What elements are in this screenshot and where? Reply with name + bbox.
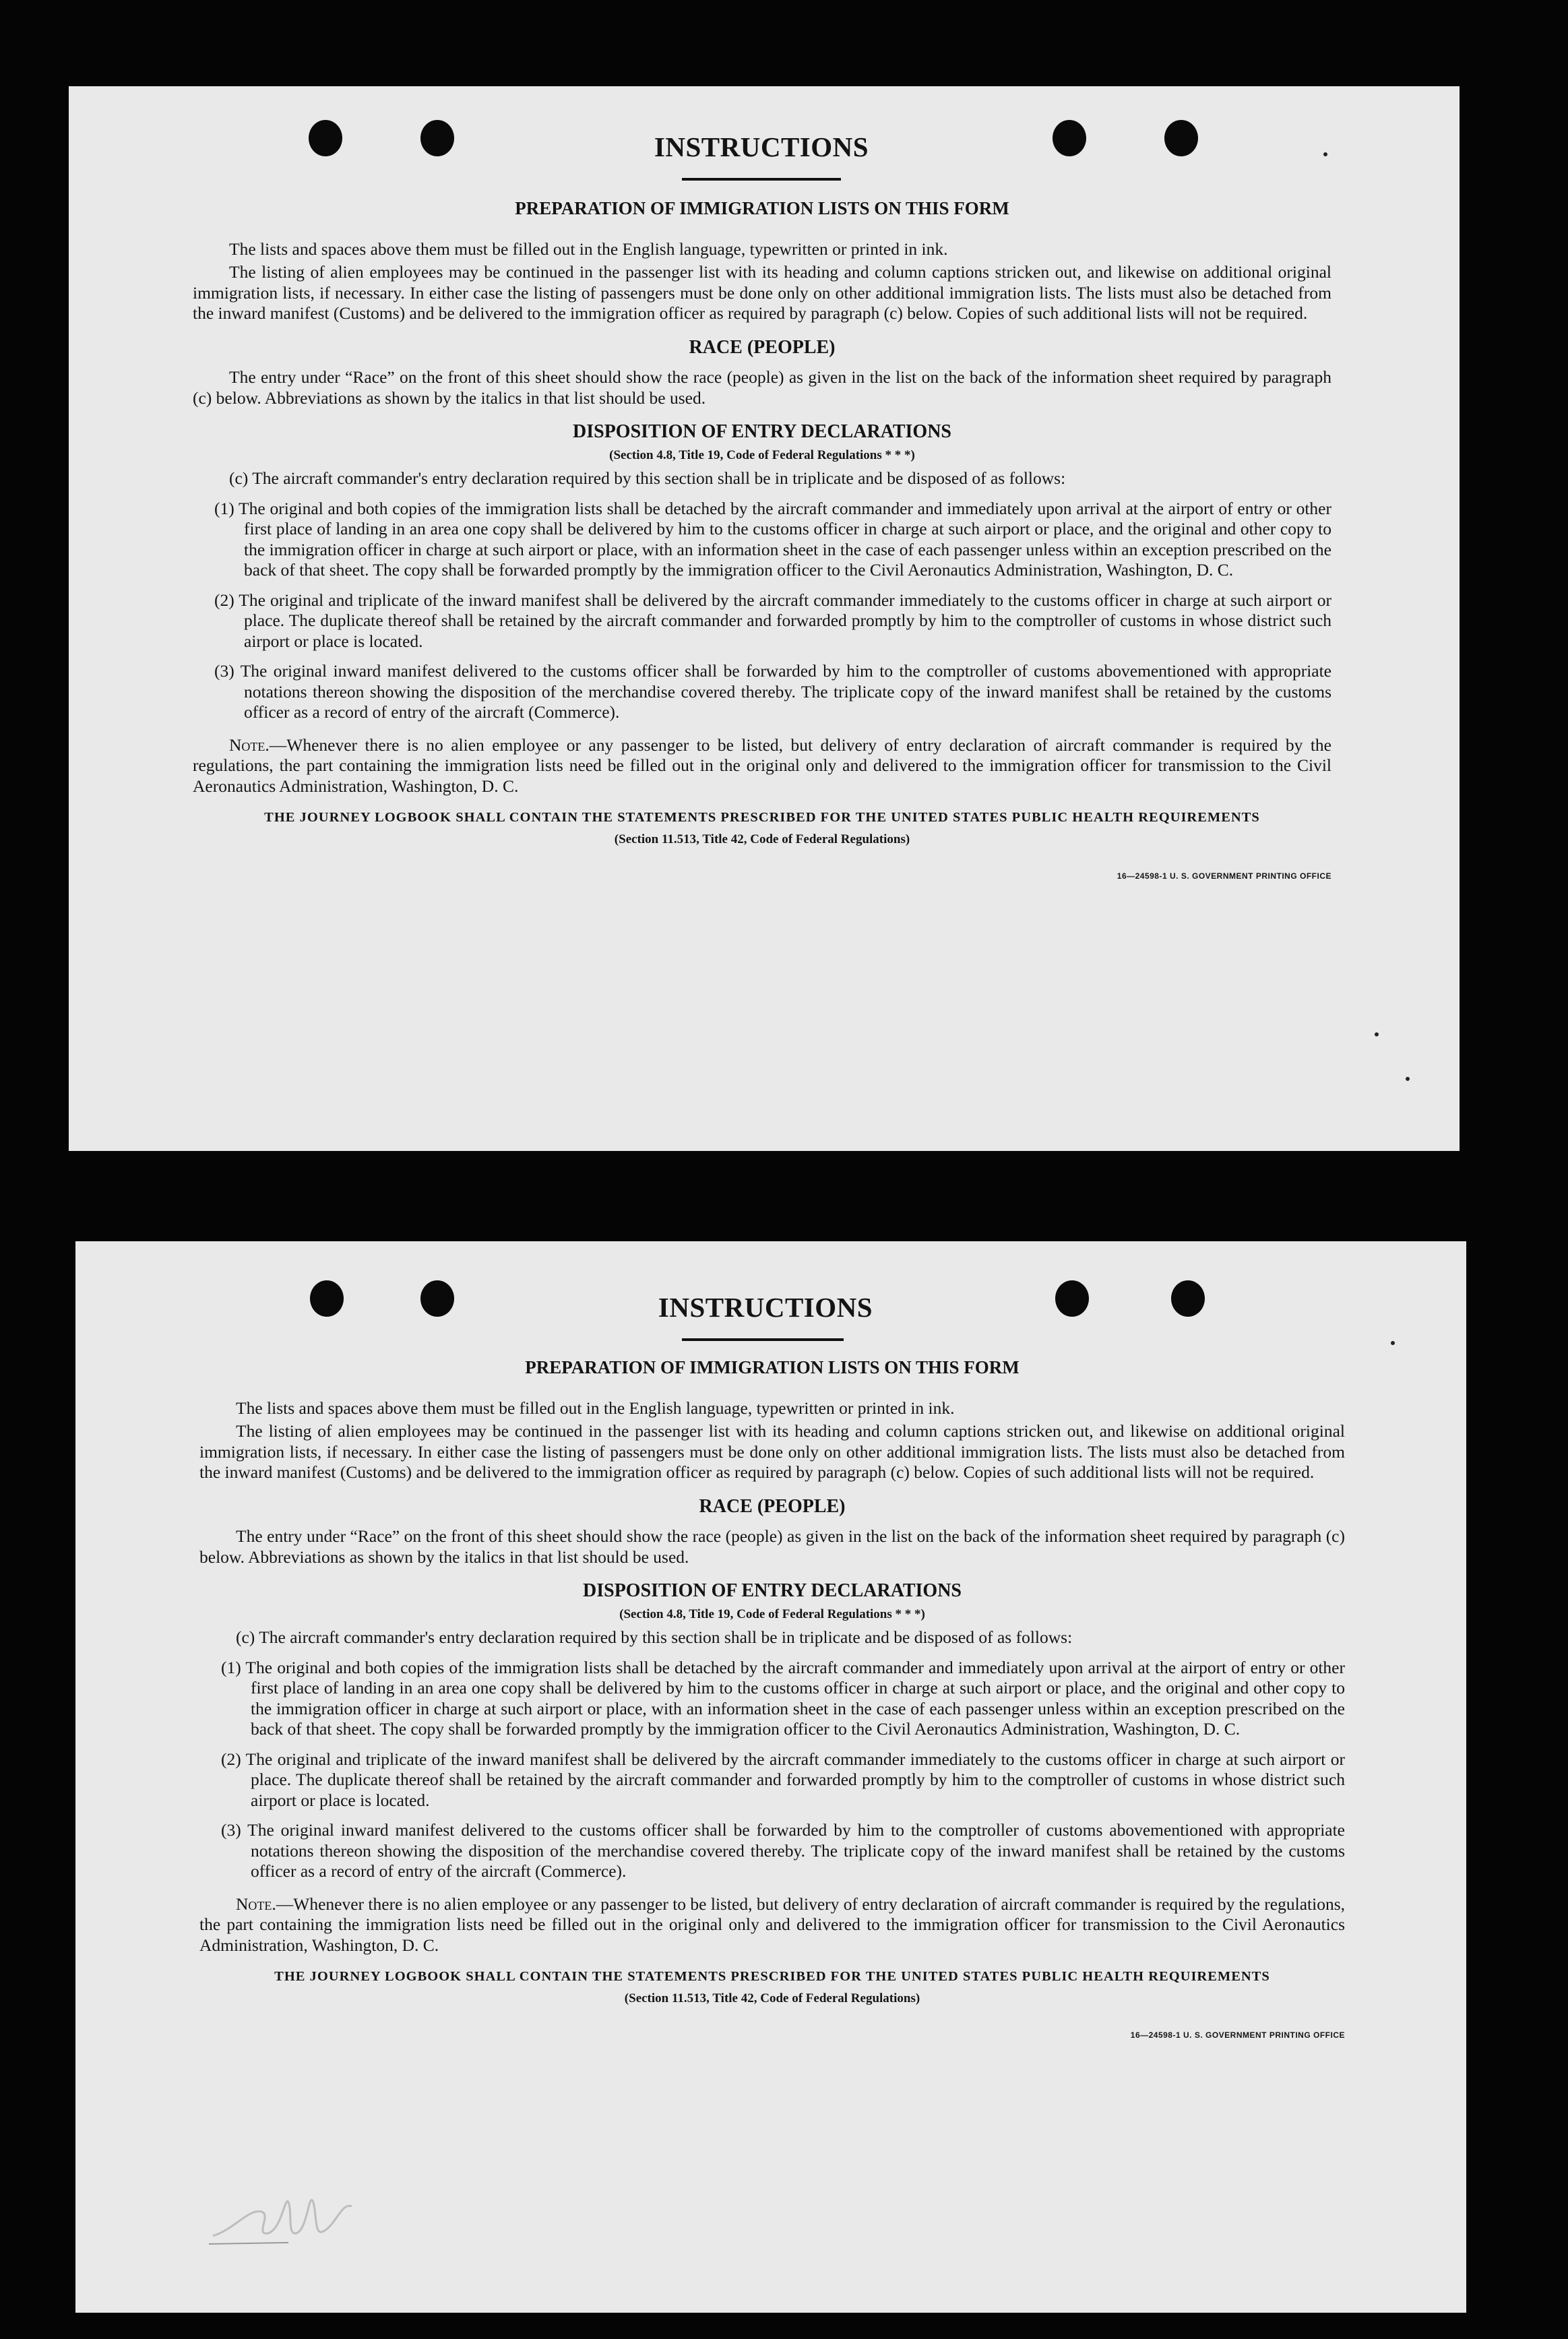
paragraph-race: The entry under “Race” on the front of this sheet should show the race (people) as given in the list on the back of the information sheet required by paragraph (c) below. Abbreviations as shown by the italics in that list should be used. [199,1526,1345,1567]
instructions-body [199,1357,1345,2046]
punch-hole [1055,1280,1089,1317]
citation-logbook: (Section 11.513, Title 42, Code of Federal Regulations) [614,832,910,846]
punch-hole [420,120,454,156]
form-sheet-top [69,86,1460,1151]
scan-speck [1323,152,1327,156]
paragraph-note [193,735,1331,797]
punch-hole [420,1280,454,1317]
paragraph-language: The lists and spaces above them must be filled out in the English language, typewritten or printed in ink. [236,1398,955,1418]
paragraph-c: (c) The aircraft commander's entry declaration required by this section shall be in triplicate and be disposed of as follows: [229,468,1066,488]
heading-race: RACE (PEOPLE) [689,336,836,358]
item-1: (1) The original and both copies of the immigration lists shall be detached by the aircraft commander and immediately upon arrival at the airport of entry or other first place of landing in an area one copy shall be delivered by him to the customs officer in charge at such airport or place, and the original and other copy to the immigration officer in charge at such airport or place, with an information sheet in the case of each passenger unless within an exception prescribed on the back of that sheet. The copy shall be forwarded promptly by the immigration officer to the Civil Aeronautics Administration, Washington, D. C. [221,1657,1345,1739]
item-2: (2) The original and triplicate of the inward manifest shall be delivered by the aircraft commander immediately to the customs officer in charge at such airport or place. The duplicate thereof shall be retained by the aircraft commander and forwarded promptly by him to the comptroller of customs in whose district such airport or place is located. [214,590,1331,651]
note-label: Note. [236,1894,276,1914]
logbook-statement: THE JOURNEY LOGBOOK SHALL CONTAIN THE STATEMENTS PRESCRIBED FOR THE UNITED STATES PUBLIC HEALTH REQUIREMENTS [264,810,1260,825]
citation-disposition: (Section 4.8, Title 19, Code of Federal Regulations * * *) [609,447,915,462]
punch-hole [310,1280,344,1317]
citation-logbook: (Section 11.513, Title 42, Code of Federal Regulations) [624,1991,920,2005]
item-1: (1) The original and both copies of the immigration lists shall be detached by the aircraft commander and immediately upon arrival at the airport of entry or other first place of landing in an area one copy shall be delivered by him to the customs officer in charge at such airport or place, and the original and other copy to the immigration officer in charge at such airport or place, with an information sheet in the case of each passenger unless within an exception prescribed on the back of that sheet. The copy shall be forwarded promptly by the immigration officer to the Civil Aeronautics Administration, Washington, D. C. [214,498,1331,580]
scan-speck [1375,1032,1379,1036]
instructions-title: INSTRUCTIONS [658,1292,873,1323]
heading-preparation: PREPARATION OF IMMIGRATION LISTS ON THIS FORM [515,198,1009,218]
item-2: (2) The original and triplicate of the inward manifest shall be delivered by the aircraft commander immediately to the customs officer in charge at such airport or place. The duplicate thereof shall be retained by the aircraft commander and forwarded promptly by him to the comptroller of customs in whose district such airport or place is located. [221,1749,1345,1810]
heading-preparation: PREPARATION OF IMMIGRATION LISTS ON THIS FORM [525,1357,1020,1377]
heading-disposition: DISPOSITION OF ENTRY DECLARATIONS [583,1580,962,1601]
heading-disposition: DISPOSITION OF ENTRY DECLARATIONS [573,421,951,442]
note-text: —Whenever there is no alien employee or any passenger to be listed, but delivery of entry declaration of aircraft commander is required by the regulations, the part containing the immigration lists need be filled out in the original only and delivered to the immigration officer for transmission to the Civil Aeronautics Administration, Washington, D. C. [193,735,1331,796]
punch-hole [1171,1280,1205,1317]
title-rule [682,1338,844,1341]
instructions-body [193,198,1331,887]
paragraph-language: The lists and spaces above them must be filled out in the English language, typewritten or printed in ink. [229,239,948,259]
citation-disposition: (Section 4.8, Title 19, Code of Federal Regulations * * *) [619,1607,925,1621]
note-text: —Whenever there is no alien employee or any passenger to be listed, but delivery of entry declaration of aircraft commander is required by the regulations, the part containing the immigration lists need be filled out in the original only and delivered to the immigration officer for transmission to the Civil Aeronautics Administration, Washington, D. C. [199,1894,1345,1955]
scan-speck [1406,1077,1410,1081]
punch-hole [1053,120,1086,156]
printing-office-imprint: 16—24598-1 U. S. GOVERNMENT PRINTING OFFICE [1117,871,1331,881]
instructions-title: INSTRUCTIONS [654,131,869,162]
note-label: Note. [229,735,270,755]
paragraph-race: The entry under “Race” on the front of this sheet should show the race (people) as given in the list on the back of the information sheet required by paragraph (c) below. Abbreviations as shown by the italics in that list should be used. [193,367,1331,408]
item-3: (3) The original inward manifest delivered to the customs officer shall be forwarded by him to the comptroller of customs abovementioned with appropriate notations thereon showing the disposition of the merchandise covered thereby. The triplicate copy of the inward manifest shall be retained by the customs officer as a record of entry of the aircraft (Commerce). [214,661,1331,722]
handwritten-mark [208,2182,363,2249]
paragraph-note [199,1894,1345,1956]
paragraph-alien-employees: The listing of alien employees may be continued in the passenger list with its heading and column captions stricken out, and likewise on additional original immigration lists, if necessary. In either case the listing of passengers must be done only on other additional immigration lists. The lists must also be detached from the inward manifest (Customs) and be delivered to the immigration officer as required by paragraph (c) below. Copies of such additional lists will not be required. [193,262,1331,323]
heading-race: RACE (PEOPLE) [699,1495,846,1517]
title-rule [682,178,841,181]
punch-hole [1164,120,1198,156]
scan-speck [1391,1341,1395,1345]
paragraph-c: (c) The aircraft commander's entry declaration required by this section shall be in triplicate and be disposed of as follows: [236,1627,1073,1647]
logbook-statement: THE JOURNEY LOGBOOK SHALL CONTAIN THE STATEMENTS PRESCRIBED FOR THE UNITED STATES PUBLIC HEALTH REQUIREMENTS [274,1969,1270,1984]
item-3: (3) The original inward manifest delivered to the customs officer shall be forwarded by him to the comptroller of customs abovementioned with appropriate notations thereon showing the disposition of the merchandise covered thereby. The triplicate copy of the inward manifest shall be retained by the customs officer as a record of entry of the aircraft (Commerce). [221,1820,1345,1881]
printing-office-imprint: 16—24598-1 U. S. GOVERNMENT PRINTING OFFICE [1130,2030,1345,2040]
paragraph-alien-employees: The listing of alien employees may be continued in the passenger list with its heading and column captions stricken out, and likewise on additional original immigration lists, if necessary. In either case the listing of passengers must be done only on other additional immigration lists. The lists must also be detached from the inward manifest (Customs) and be delivered to the immigration officer as required by paragraph (c) below. Copies of such additional lists will not be required. [199,1421,1345,1482]
form-sheet-bottom [75,1241,1466,2313]
punch-hole [309,120,342,156]
